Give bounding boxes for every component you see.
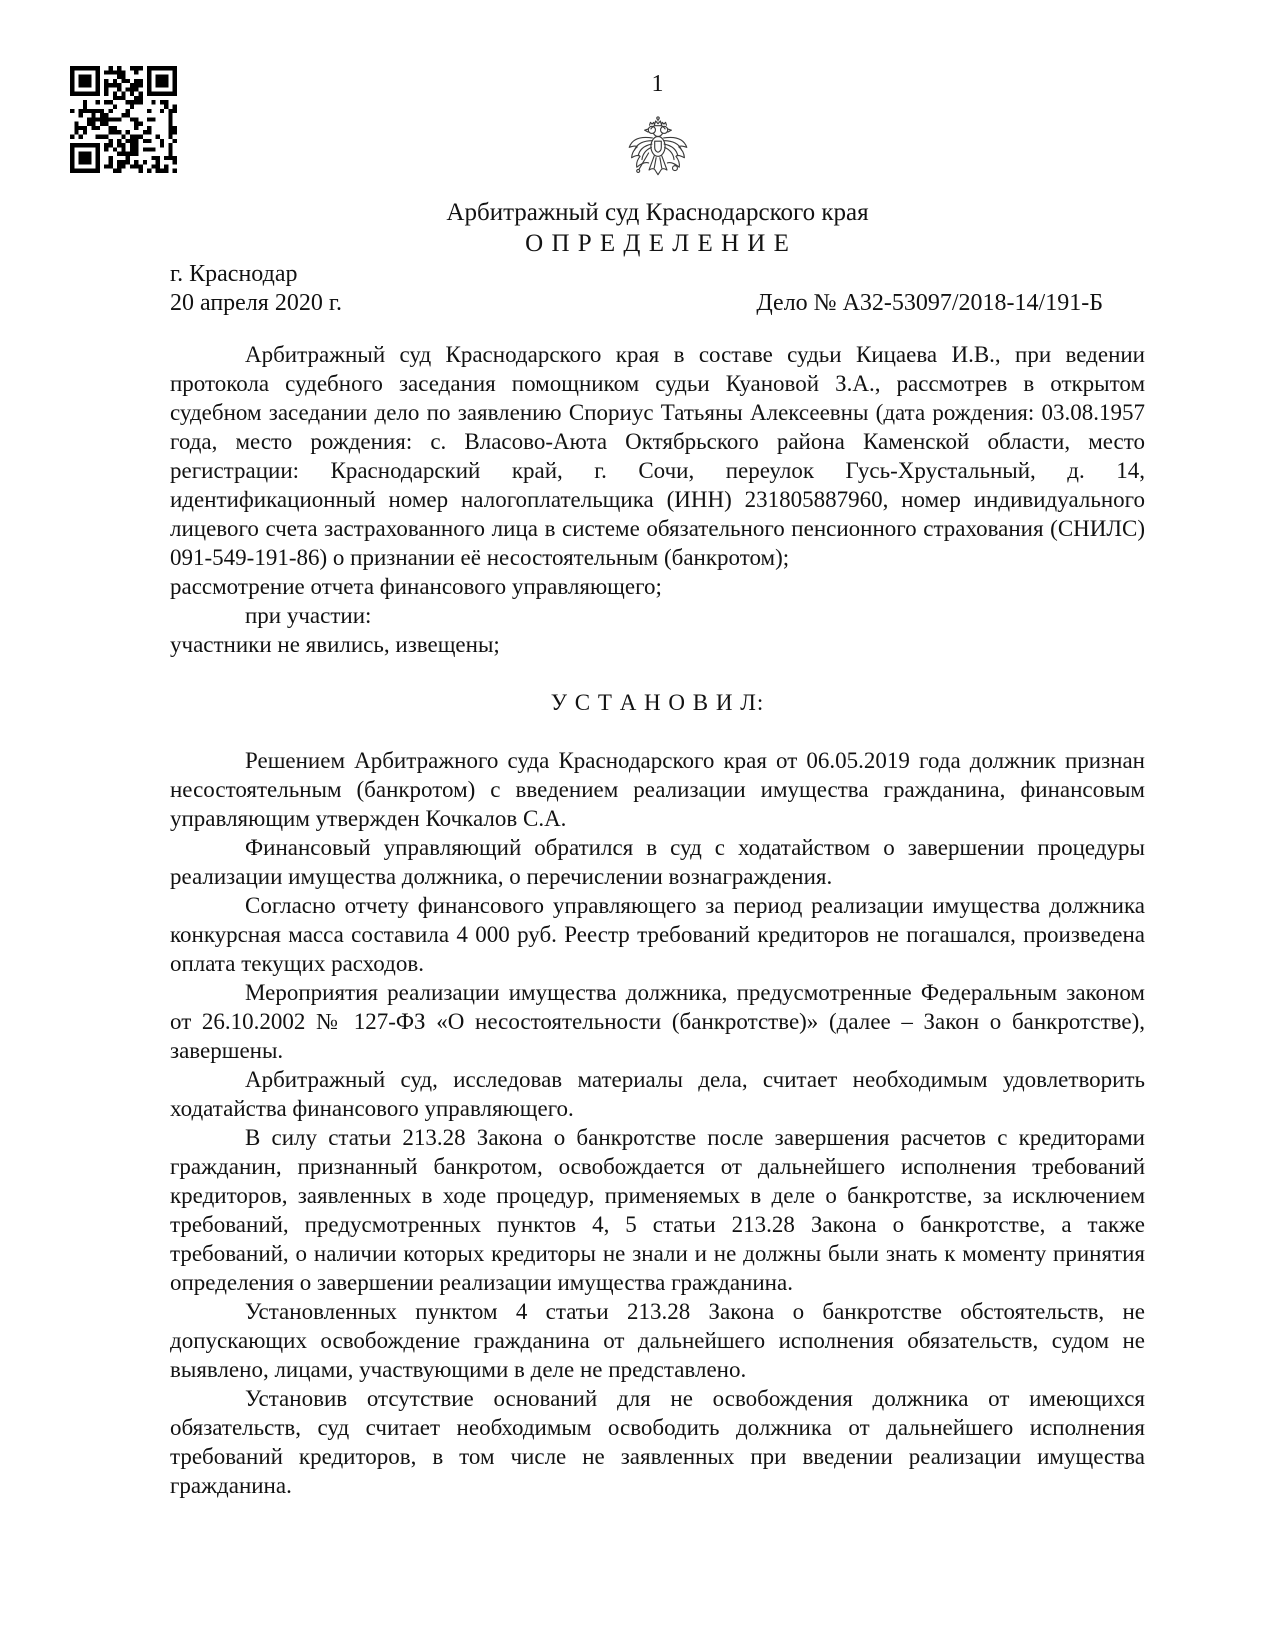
document-type-title: О П Р Е Д Е Л Е Н И Е (525, 230, 790, 257)
case-number: Дело № А32-53097/2018-14/191-Б (756, 290, 1103, 316)
ruling-paragraph: Решением Арбитражного суда Краснодарского края от 06.05.2019 года должник признан несостоятельным (банкротом) с введением реализации имущества гражданина, финансовым управляющим утвержден Кочкалов С.А. (170, 748, 1145, 831)
ruling-paragraph: Финансовый управляющий обратился в суд с ходатайством о завершении процедуры реализации имущества должника, о перечислении вознаграждения. (170, 835, 1145, 889)
city-line: г. Краснодар (170, 261, 298, 287)
ruling-paragraph: Установленных пунктом 4 статьи 213.28 Закона о банкротстве обстоятельств, не допускающих освобождение гражданина от дальнейшего исполнения обязательств, судом не выявлено, лицами, участвующими в деле не представлено. (170, 1299, 1145, 1382)
ruling-heading: У С Т А Н О В И Л: (550, 690, 765, 715)
ruling-paragraph: В силу статьи 213.28 Закона о банкротстве после завершения расчетов с кредиторами гражданин, признанный банкротом, освобождается от дальнейшего исполнения требований кредиторов, заявленных в ходе процедур, применяемых в деле о банкротстве, за исключением требований, предусмотренных пунктов 4, 5 статьи 213.28 Закона о банкротстве, а также требований, о наличии которых кредиторы не знали и не должны были знать к моменту принятия определения о завершении реализации имущества гражданина. (170, 1125, 1145, 1295)
intro-participants: участники не явились, извещены; (170, 632, 500, 657)
intro-composition: Арбитражный суд Краснодарского края в составе судьи Кицаева И.В., при ведении протокола судебного заседания помощником судьи Куановой З.А., рассмотрев в открытом судебном заседании дело по заявлению Спориус Татьяны Алексеевны (дата рождения: 03.08.1957 года, место рождения: с. Власово-Аюта Октябрьского района Каменской области, место регистрации: Краснодарский край, г. Сочи, переулок Гусь-Хрустальный, д. 14, идентификационный номер налогоплательщика (ИНН) 231805887960, номер индивидуального лицевого счета застрахованного лица в системе обязательного пенсионного страхования (СНИЛС) 091-549-191-86) о признании её несостоятельным (банкротом); (170, 342, 1145, 570)
ruling-paragraph: Согласно отчету финансового управляющего за период реализации имущества должника конкурсная масса составила 4 000 руб. Реестр требований кредиторов не погашался, произведена оплата текущих расходов. (170, 893, 1145, 976)
page-number: 1 (651, 71, 664, 97)
document-body (170, 340, 1145, 1500)
court-name: Арбитражный суд Краснодарского края (446, 199, 869, 226)
coat-of-arms-icon (170, 114, 1145, 197)
intro-participation-label: при участии: (245, 603, 372, 628)
ruling-paragraph: Мероприятия реализации имущества должника, предусмотренные Федеральным законом от 26.10.2002 № 127-ФЗ «О несостоятельности (банкротстве)» (далее – Закон о банкротстве), завершены. (170, 980, 1145, 1063)
ruling-paragraph: Арбитражный суд, исследовав материалы дела, считает необходимым удовлетворить ходатайства финансового управляющего. (170, 1067, 1145, 1121)
date-case-row (170, 289, 1145, 318)
intro-report-line: рассмотрение отчета финансового управляющего; (170, 574, 662, 599)
document-date: 20 апреля 2020 г. (170, 290, 342, 316)
ruling-paragraph: Установив отсутствие оснований для не освобождения должника от имеющихся обязательств, суд считает необходимым освободить должника от дальнейшего исполнения требований кредиторов, в том числе не заявленных при введении реализации имущества гражданина. (170, 1386, 1145, 1498)
qr-code-icon (70, 66, 177, 173)
